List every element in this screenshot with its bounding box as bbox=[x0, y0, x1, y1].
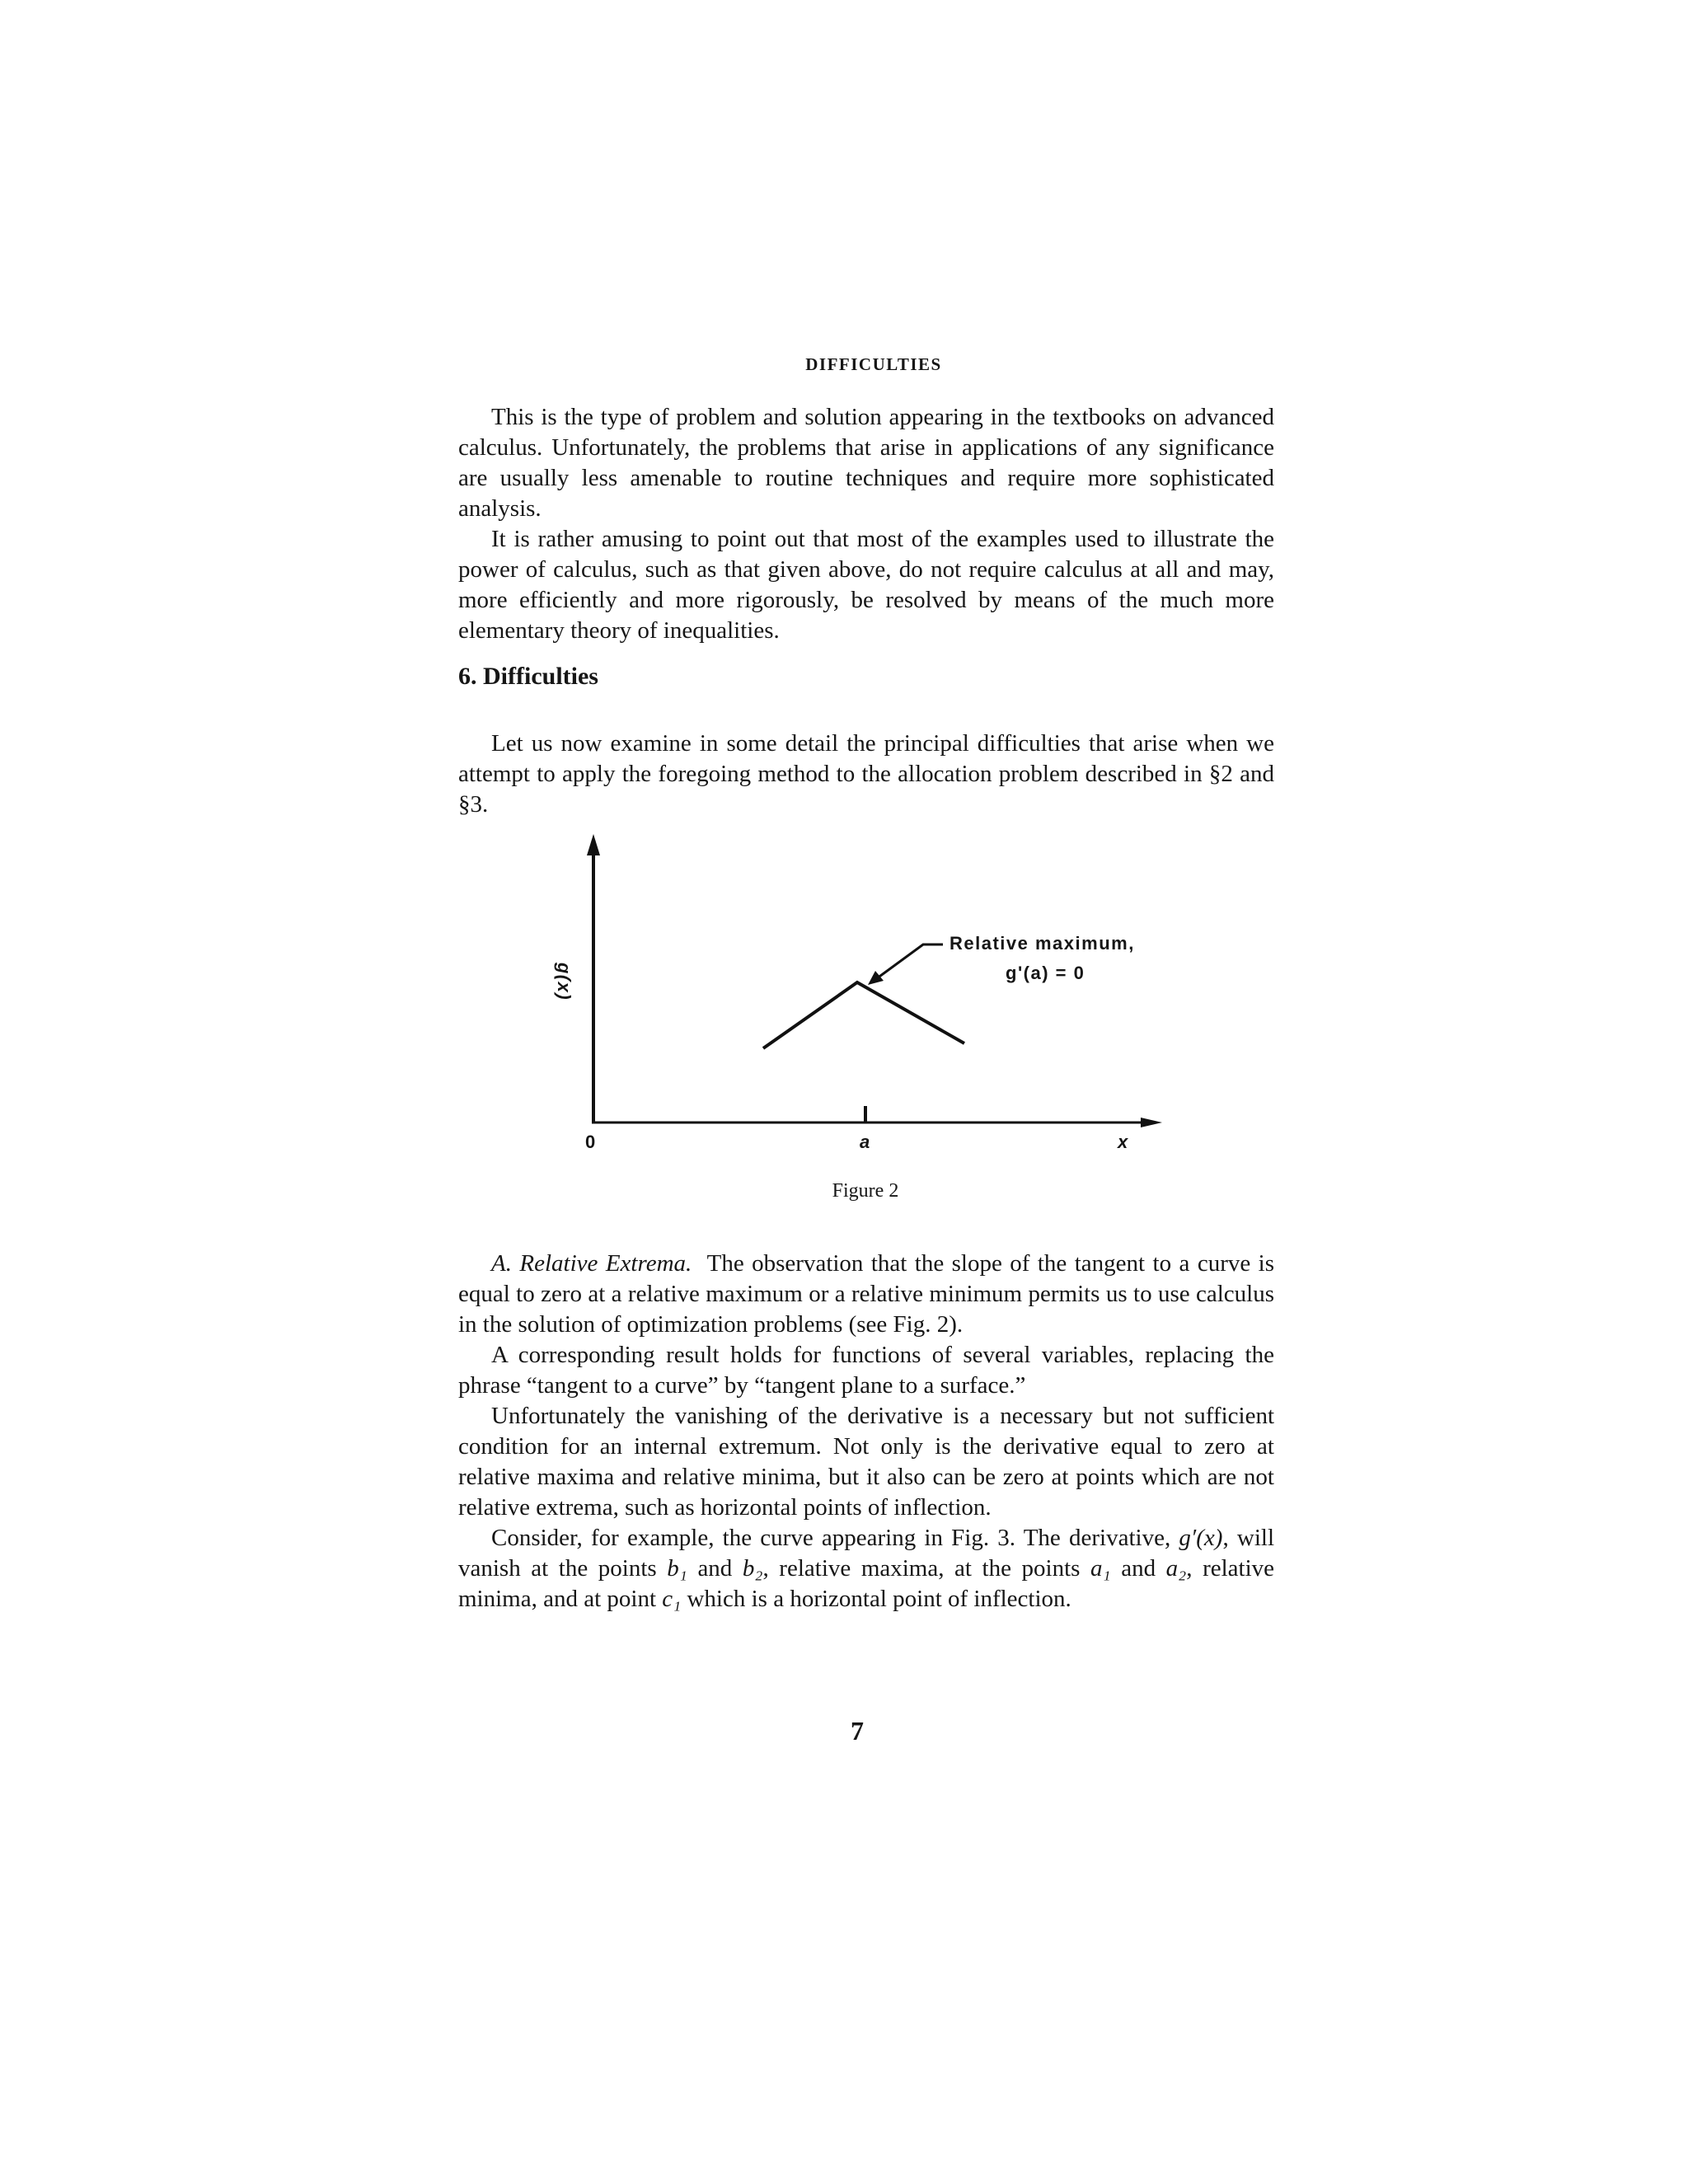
paragraph: It is rather amusing to point out that most of the examples used to illustrate the power of calculus, such as that given above, do not require calculus at all and may, more efficiently and more rigorously, be resolved by means of the much more elementary theory of inequalities. bbox=[458, 526, 1274, 644]
paragraph: This is the type of problem and solution appearing in the textbooks on advanced calculus. Unfortunately, the problems that arise in applications of any significance are usually less amenable to routine techniques and require more sophisticated analysis. bbox=[458, 404, 1274, 522]
math-symbol: a₂ bbox=[1165, 1555, 1187, 1582]
curve bbox=[763, 982, 964, 1048]
x-axis-label: x bbox=[1118, 1132, 1129, 1152]
figure-graphic bbox=[536, 824, 1212, 1203]
y-axis-arrowhead bbox=[587, 834, 600, 855]
text-run: and bbox=[1121, 1555, 1156, 1582]
paragraph: A corresponding result holds for functions of several variables, replacing the phrase “tangent to a curve” by “tangent plane to a surface.” bbox=[458, 1342, 1274, 1399]
annotation-line-1: Relative maximum, bbox=[950, 933, 1135, 954]
x-axis-arrowhead bbox=[1141, 1118, 1162, 1127]
subsection-title: Relative Extrema. bbox=[519, 1250, 692, 1277]
subsection-text bbox=[458, 1249, 1274, 1615]
y-axis-label: g(x) bbox=[554, 962, 574, 1001]
annotation-line-2: g'(a) = 0 bbox=[1006, 963, 1085, 983]
math-symbol: a₁ bbox=[1090, 1555, 1111, 1582]
annotation-arrowhead bbox=[868, 971, 884, 985]
paragraph bbox=[458, 1249, 1274, 1340]
text-run: which is a horizontal point of inflection. bbox=[687, 1586, 1071, 1612]
annotation-leader bbox=[874, 944, 943, 981]
figure-caption: Figure 2 bbox=[832, 1180, 899, 1202]
paragraph: Unfortunately the vanishing of the derivative is a necessary but not sufficient condition for an internal extremum. Not only is the derivative equal to zero at relative maxima and relative minima, but it also can be zero at points which are not relative extrema, such as horizontal points of inflection. bbox=[458, 1403, 1274, 1521]
section-title: Difficulties bbox=[483, 663, 598, 690]
paragraph: Let us now examine in some detail the principal difficulties that arise when we attempt to apply the foregoing method to the allocation problem described in §2 and §3. bbox=[458, 730, 1274, 818]
text-run: , will vanish at the points bbox=[458, 1525, 1274, 1582]
math-symbol: c₁ bbox=[662, 1586, 682, 1612]
intro-text bbox=[458, 402, 1274, 646]
running-head: DIFFICULTIES bbox=[805, 354, 942, 374]
text-run: , relative maxima, at the points bbox=[762, 1555, 1081, 1582]
figure-2 bbox=[536, 824, 1212, 1203]
math-symbol: b₂ bbox=[742, 1555, 763, 1582]
section-number: 6. bbox=[458, 663, 477, 690]
text-run: Consider, for example, the curve appearing in Fig. 3. The derivative, bbox=[491, 1525, 1171, 1551]
text-run: and bbox=[697, 1555, 733, 1582]
section-text bbox=[458, 729, 1274, 820]
page-number: 7 bbox=[851, 1716, 864, 1746]
math-symbol: b₁ bbox=[667, 1555, 687, 1582]
paragraph-text: The observation that the slope of the tangent to a curve is equal to zero at a relative maximum or a relative minimum permits us to use calculus in the solution of optimization problems (see Fig. 2). bbox=[458, 1250, 1274, 1338]
section-heading bbox=[458, 663, 598, 691]
math-symbol: g′(x) bbox=[1179, 1525, 1223, 1551]
origin-label: 0 bbox=[585, 1132, 597, 1152]
tick-label-a: a bbox=[860, 1132, 871, 1152]
text-run: , relative minima, and at point bbox=[458, 1555, 1275, 1612]
subsection-label: A. bbox=[491, 1250, 512, 1277]
paragraph bbox=[458, 1523, 1274, 1615]
